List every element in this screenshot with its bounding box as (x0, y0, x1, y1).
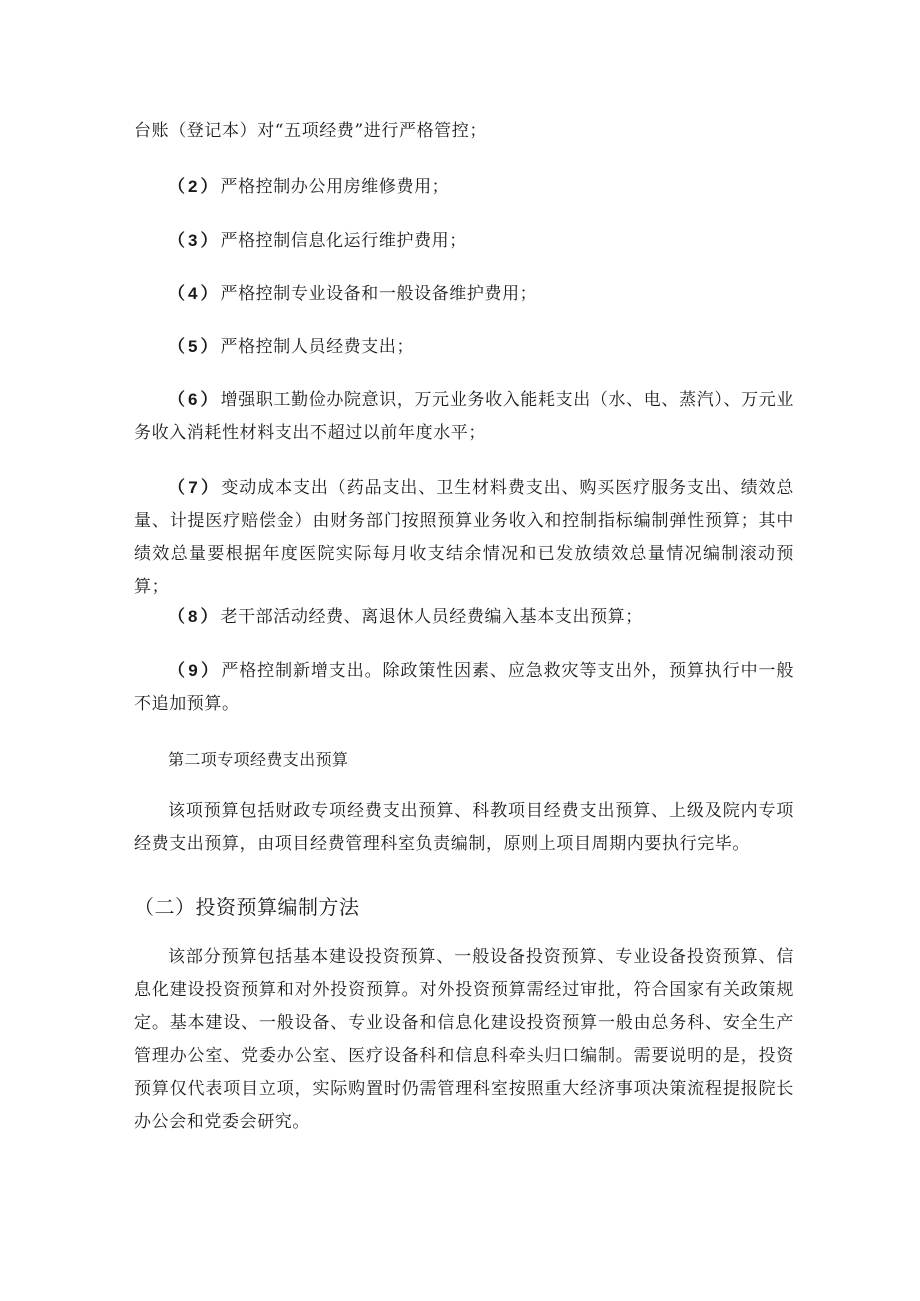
item-text: 严格控制人员经费支出； (220, 337, 415, 357)
list-item (134, 170, 794, 204)
item-number: （3） (168, 231, 221, 250)
item-number: （8） (168, 607, 221, 626)
item-text: 变动成本支出（药品支出、卫生材料费支出、购买医疗服务支出、绩效总量、计提医疗赔偿金）由财务部门按照预算业务收入和控制指标编制弹性预算；其中绩效总量要根据年度医院实际每月收支结余情况和已发放绩效总量情况编制滚动预算； (134, 478, 794, 597)
list-item (134, 600, 794, 634)
item-number: （4） (168, 284, 221, 303)
list-item (134, 330, 794, 364)
item-text: 严格控制信息化运行维护费用； (220, 231, 467, 251)
list-item (134, 654, 794, 721)
item-number: （9） (168, 661, 222, 680)
item-number: （6） (168, 390, 221, 409)
list-item (134, 277, 794, 311)
item-number: （2） (168, 177, 221, 196)
list-item (134, 471, 794, 604)
intro-continuation: 台账（登记本）对“五项经费”进行严格管控； (134, 121, 487, 141)
investment-paragraph: 该部分预算包括基本建设投资预算、一般设备投资预算、专业设备投资预算、信息化建设投资预算和对外投资预算。对外投资预算需经过审批，符合国家有关政策规定。基本建设、一般设备、专业设备和信息化建设投资预算一般由总务科、安全生产管理办公室、党委办公室、医疗设备科和信息科牵头归口编制。需要说明的是，投资预算仅代表项目立项，实际购置时仍需管理科室按照重大经济事项决策流程提报院长办公会和党委会研究。 (134, 947, 794, 1132)
item-text: 老干部活动经费、离退休人员经费编入基本支出预算； (220, 607, 643, 627)
item-text: 严格控制办公用房维修费用； (220, 177, 450, 197)
section-heading-investment: （二）投资预算编制方法 (134, 895, 360, 919)
item-text: 增强职工勤俭办院意识，万元业务收入能耗支出（水、电、蒸汽）、万元业务收入消耗性材料支出不超过以前年度水平； (134, 390, 794, 443)
item-number: （5） (168, 337, 221, 356)
item-text: 严格控制新增支出。除政策性因素、应急救灾等支出外，预算执行中一般不追加预算。 (134, 661, 794, 714)
list-item (134, 383, 794, 450)
subheading-special-expenditure: 第二项专项经费支出预算 (168, 750, 349, 769)
special-expenditure-paragraph: 该项预算包括财政专项经费支出预算、科教项目经费支出预算、上级及院内专项经费支出预算，由项目经费管理科室负责编制，原则上项目周期内要执行完毕。 (134, 801, 794, 854)
item-text: 严格控制专业设备和一般设备维护费用； (220, 284, 538, 304)
list-item (134, 224, 794, 258)
item-number: （7） (168, 478, 222, 497)
